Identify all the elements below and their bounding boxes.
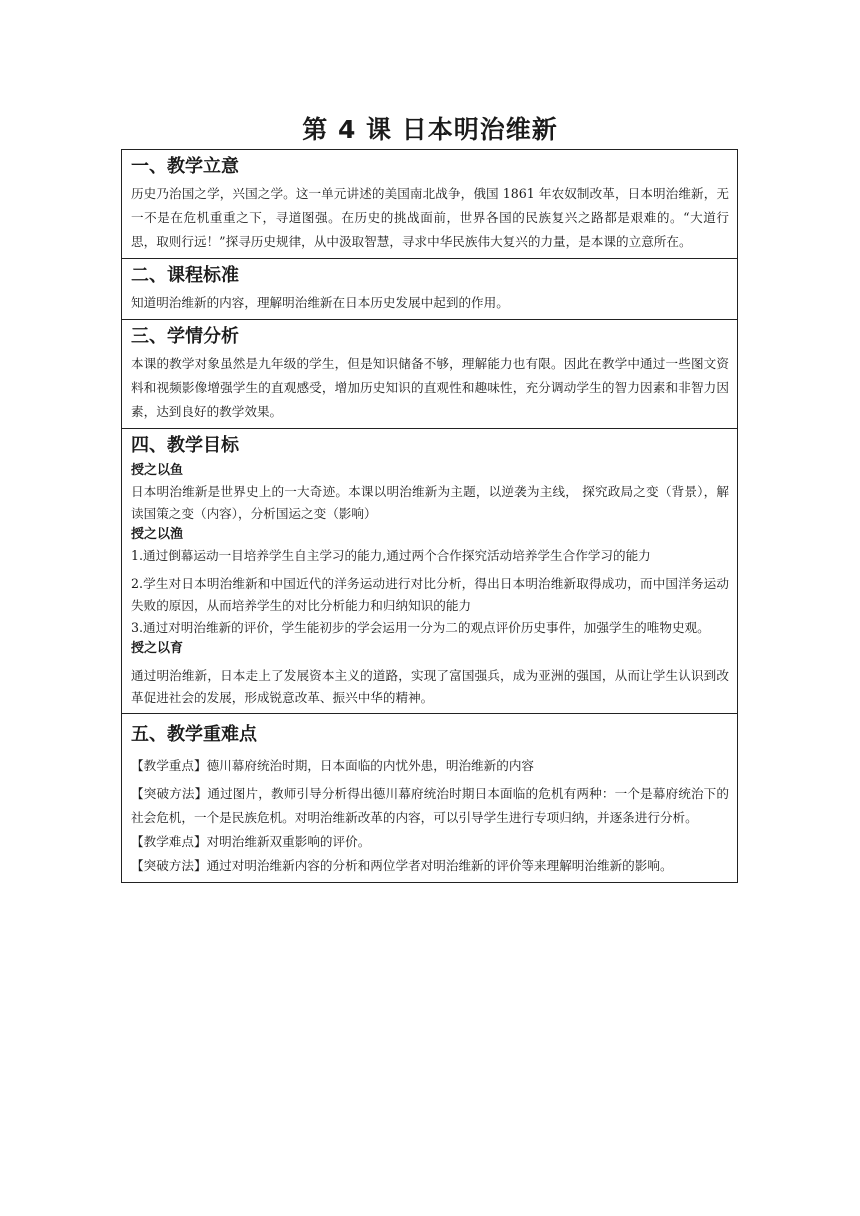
- section-teaching-intent: [122, 150, 738, 259]
- key-point-paragraph: 【教学重点】德川幕府统治时期，日本面临的内忧外患，明治维新的内容: [131, 758, 534, 773]
- section-heading: 一、教学立意: [131, 156, 239, 177]
- section-heading: 四、教学目标: [131, 435, 239, 456]
- section-learner-analysis: [122, 320, 738, 429]
- section-teaching-objectives: [122, 429, 738, 714]
- section-curriculum-standard: [122, 259, 738, 320]
- section-cell: [122, 429, 738, 714]
- section-cell: [122, 259, 738, 320]
- section-cell: [122, 320, 738, 429]
- page-title: 第 4 课 日本明治维新: [302, 115, 558, 144]
- objective-paragraph: 2.学生对日本明治维新和中国近代的洋务运动进行对比分析，得出日本明治维新取得成功，而中国洋务运动失败的原因，从而培养学生的对比分析能力和归纳知识的能力: [131, 576, 729, 613]
- objective-paragraph: 日本明治维新是世界史上的一大奇迹。本课以明治维新为主题，以逆袭为主线， 探究政局之变（背景），解读国策之变（内容），分析国运之变（影响）: [131, 484, 729, 521]
- subheading: 授之以育: [131, 641, 184, 656]
- objective-paragraph: 通过明治维新，日本走上了发展资本主义的道路，实现了富国强兵，成为亚洲的强国，从而让学生认识到改革促进社会的发展，形成锐意改革、振兴中华的精神。: [131, 668, 729, 705]
- key-point-paragraph: 【突破方法】通过图片，教师引导分析得出德川幕府统治时期日本面临的危机有两种：一个是幕府统治下的社会危机，一个是民族危机。对明治维新改革的内容，可以引导学生进行专项归纳，并逐条进行分析。: [131, 786, 729, 825]
- key-point-paragraph: 【教学难点】对明治维新双重影响的评价。: [131, 834, 371, 849]
- subheading: 授之以鱼: [131, 463, 184, 478]
- key-point-paragraph: 【突破方法】通过对明治维新内容的分析和两位学者对明治维新的评价等来理解明治维新的影响。: [131, 858, 673, 873]
- section-heading: 三、学情分析: [131, 326, 239, 347]
- section-heading: 二、课程标准: [131, 265, 239, 286]
- section-paragraph: 知道明治维新的内容，理解明治维新在日本历史发展中起到的作用。: [131, 295, 509, 310]
- section-cell: [122, 714, 738, 883]
- section-paragraph: 历史乃治国之学，兴国之学。这一单元讲述的美国南北战争，俄国 1861 年农奴制改革，日本明治维新，无一不是在危机重重之下，寻道图强。在历史的挑战面前，世界各国的民族复兴之路都是艰难的。“大道行思，取则行远！”探寻历史规律，从中汲取智慧，寻求中华民族伟大复兴的力量，是本课的立意所在。: [131, 186, 729, 249]
- subheading: 授之以渔: [131, 527, 184, 542]
- section-paragraph: 本课的教学对象虽然是九年级的学生，但是知识储备不够，理解能力也有限。因此在教学中通过一些图文资料和视频影像增强学生的直观感受，增加历史知识的直观性和趣味性，充分调动学生的智力因素和非智力因素，达到良好的教学效果。: [131, 356, 729, 419]
- objective-paragraph: 3.通过对明治维新的评价，学生能初步的学会运用一分为二的观点评价历史事件，加强学生的唯物史观。: [131, 620, 710, 635]
- section-cell: [122, 150, 738, 259]
- section-key-difficult-points: [122, 714, 738, 883]
- lesson-plan-table: [121, 149, 738, 883]
- objective-paragraph: 1.通过倒幕运动一目培养学生自主学习的能力,通过两个合作探究活动培养学生合作学习的能力: [131, 548, 651, 563]
- section-heading: 五、教学重难点: [131, 724, 257, 745]
